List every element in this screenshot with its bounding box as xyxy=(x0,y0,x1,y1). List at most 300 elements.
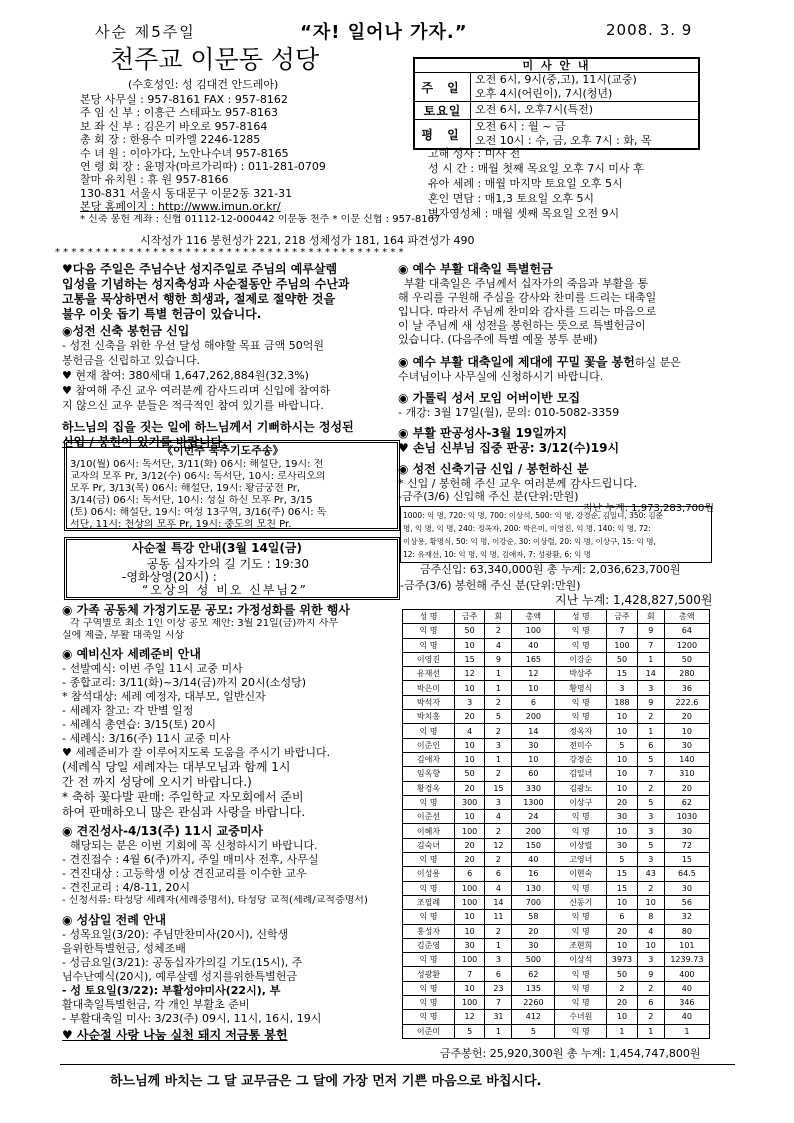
sacrament-line: 고해 성사 : 미사 전 xyxy=(428,147,521,160)
table-cell: 5 xyxy=(637,795,664,809)
new-church-line: * 신입 / 봉헌해 주신 교우 여러분께 감사드립니다. xyxy=(398,477,638,490)
table-cell: 222.6 xyxy=(664,695,709,709)
left-column-lower xyxy=(62,603,402,1044)
table-cell: 10 xyxy=(664,724,709,738)
table-cell: 김광노 xyxy=(555,781,607,795)
column-header: 회 xyxy=(637,610,664,624)
notice-line: 불우 이웃 돕기 특별 헌금이 있습니다. xyxy=(62,307,262,321)
table-cell: 15 xyxy=(607,881,637,895)
footer-rule xyxy=(60,1064,735,1065)
mass-schedule-title: 미 사 안 내 xyxy=(415,59,698,73)
table-cell: 412 xyxy=(512,1010,555,1024)
triduum-line: - 성목요일(3/20): 주님만찬미사(20시), 신학생 xyxy=(62,928,289,941)
table-cell: 1 xyxy=(485,1024,512,1038)
table-cell: 100 xyxy=(454,824,484,838)
table-cell: 4 xyxy=(485,881,512,895)
table-cell: 130 xyxy=(512,881,555,895)
contact-line: 찰마 유치원 : 휴 원 957-8166 xyxy=(80,173,229,187)
confirmation-line: - 견진접수 : 4월 6(주)까지, 주일 매미사 전후, 사무실 xyxy=(62,853,319,866)
table-cell: 200 xyxy=(512,824,555,838)
table-cell: 익 명 xyxy=(403,724,455,738)
offering-section-title: -금주(3/6) 봉헌해 주신 분(단위:만원) xyxy=(400,579,581,592)
fund-line: ♥ 현재 참여: 380세대 1,647,262,884원(32.3%) xyxy=(62,369,309,382)
mass-row-weekday xyxy=(415,120,698,148)
table-cell: 50 xyxy=(454,624,484,638)
table-cell: 36 xyxy=(664,681,709,695)
table-cell: 60 xyxy=(512,767,555,781)
table-cell: 2 xyxy=(485,624,512,638)
table-cell: 1 xyxy=(485,938,512,952)
rosary-line: 3/14(금) 06시: 독서단, 10시: 성실 하신 모후 Pr, 3/15 xyxy=(70,495,313,506)
table-cell: 3 xyxy=(637,953,664,967)
table-cell: 8 xyxy=(637,910,664,924)
table-cell: 7 xyxy=(637,638,664,652)
catechumen-line: 하여 판매하오니 많은 관심과 사랑을 바랍니다. xyxy=(62,805,306,819)
table-cell: 31 xyxy=(485,1010,512,1024)
table-cell: 58 xyxy=(512,910,555,924)
table-cell: 20 xyxy=(664,710,709,724)
altar-flower-title: ◉ 예수 부활 대축일에 제대에 꾸밀 꽃을 봉헌 xyxy=(398,355,635,369)
table-cell: 3 xyxy=(454,695,484,709)
fund-section-title: ◉성전 신축 봉헌금 신입 xyxy=(62,324,190,338)
table-cell: 익 명 xyxy=(403,910,455,924)
table-cell: 30 xyxy=(512,938,555,952)
table-cell: 신동기 xyxy=(555,895,607,909)
table-row xyxy=(403,652,710,666)
table-cell: 2 xyxy=(485,695,512,709)
table-cell: 30 xyxy=(607,838,637,852)
table-cell: 101 xyxy=(664,938,709,952)
table-cell: 김애자 xyxy=(403,752,455,766)
table-cell: 10 xyxy=(607,752,637,766)
table-cell: 익 명 xyxy=(555,624,607,638)
table-cell: 5 xyxy=(607,853,637,867)
table-cell: 11 xyxy=(485,910,512,924)
table-cell: 10 xyxy=(454,681,484,695)
contact-line: 본당 사무실 : 957-8161 FAX : 957-8162 xyxy=(80,93,288,106)
table-cell: 10 xyxy=(454,738,484,752)
table-cell: 200 xyxy=(512,710,555,724)
table-row xyxy=(403,695,710,709)
table-row xyxy=(403,853,710,867)
table-cell: 10 xyxy=(454,810,484,824)
rosary-line: (토) 06시: 해설단, 19시: 여성 13구역, 3/16(주) 06시: 독 xyxy=(70,507,327,518)
table-cell: 1 xyxy=(664,1024,709,1038)
catechumen-line: - 종합교리: 3/11(화)~3/14(금)까지 20시(소성당) xyxy=(62,676,307,689)
mass-time: 오전 6시 : 월 ~ 금 xyxy=(475,120,566,133)
table-cell: 2 xyxy=(485,824,512,838)
mass-time: 오전 6시, 9시(중,고), 11시(교중) xyxy=(475,73,637,86)
table-cell: 5 xyxy=(637,838,664,852)
footer-tithe-message: 하느님께 바치는 그 달 교무금은 그 달에 가장 먼저 기쁜 마음으로 바칩시다. xyxy=(110,1074,542,1089)
table-cell: 2 xyxy=(485,924,512,938)
column-header: 금주 xyxy=(607,610,637,624)
easter-line: 입니다. 따라서 주님께 찬미와 감사를 드리는 마음으로 xyxy=(398,305,657,318)
table-cell: 2260 xyxy=(512,996,555,1010)
table-cell: 익 명 xyxy=(555,996,607,1010)
catechumen-line: - 선발예식: 이번 주일 11시 교중 미사 xyxy=(62,662,243,675)
table-cell: 9 xyxy=(637,695,664,709)
table-cell: 이혜자 xyxy=(403,824,455,838)
table-cell: 12 xyxy=(454,1010,484,1024)
table-cell: 62 xyxy=(664,795,709,809)
table-cell: 15 xyxy=(664,853,709,867)
table-cell: 10 xyxy=(607,938,637,952)
table-row xyxy=(403,938,710,952)
table-cell: 700 xyxy=(512,895,555,909)
mass-key: 평 일 xyxy=(415,120,471,148)
table-cell: 5 xyxy=(485,710,512,724)
table-cell: 박상주 xyxy=(555,667,607,681)
homepage-link[interactable]: 본당 홈페이지 : http://www.imun.or.kr/ xyxy=(80,200,281,214)
table-cell: 4 xyxy=(637,924,664,938)
table-cell: 23 xyxy=(485,981,512,995)
sacrament-line: 혼인 면담 : 매1,3 토요일 오후 5시 xyxy=(428,192,595,205)
table-cell: 정옥자 xyxy=(555,724,607,738)
fund-line: 지 않으신 교우 분들은 적극적인 참여 있기를 바랍니다. xyxy=(62,399,324,412)
table-cell: 7 xyxy=(454,967,484,981)
bulletin-header xyxy=(0,18,794,44)
table-cell: 5 xyxy=(607,738,637,752)
table-cell: 3973 xyxy=(607,953,637,967)
catechumen-line: ♥ 세례준비가 잘 이루어지도록 도움을 주시기 바랍니다. xyxy=(62,746,331,759)
table-cell: 이현숙 xyxy=(555,867,607,881)
sacrament-info xyxy=(428,147,708,222)
table-cell: 조필례 xyxy=(403,895,455,909)
easter-line: 부활 대축일은 주님께서 십자가의 죽음과 부활을 통 xyxy=(404,277,649,290)
table-cell: 6 xyxy=(485,867,512,881)
table-cell: 62 xyxy=(512,967,555,981)
table-cell: 5 xyxy=(512,1024,555,1038)
table-cell: 50 xyxy=(454,767,484,781)
table-row xyxy=(403,810,710,824)
sacrament-line: 병자영성체 : 매월 셋째 목요일 오전 9시 xyxy=(428,207,620,220)
easter-line: 이 날 주님께 새 성전을 봉헌하는 뜻으로 특별헌금이 xyxy=(398,319,646,332)
table-cell: 20 xyxy=(454,710,484,724)
table-cell: 14 xyxy=(485,895,512,909)
table-cell: 1 xyxy=(485,681,512,695)
fund-line: 봉헌금을 신립하고 있습니다. xyxy=(62,354,201,367)
table-cell: 고영녀 xyxy=(555,853,607,867)
contact-line: 보 좌 신 부 : 김은기 바오로 957-8164 xyxy=(80,119,268,133)
table-cell: 1300 xyxy=(512,795,555,809)
table-cell: 1 xyxy=(637,1024,664,1038)
table-cell: 익 명 xyxy=(555,824,607,838)
table-cell: 280 xyxy=(664,667,709,681)
table-cell: 홍성자 xyxy=(403,924,455,938)
table-cell: 익 명 xyxy=(555,924,607,938)
bible-study-title: ◉ 가톨릭 성서 모임 어버이반 모집 xyxy=(398,391,581,405)
triduum-line: - 성 토요일(3/22): 부활성야미사(22시), 부 xyxy=(62,984,281,997)
sacrament-line: 유아 세례 : 매월 마지막 토요일 오후 5시 xyxy=(428,177,623,190)
table-cell: 15 xyxy=(454,652,484,666)
pledge-week-total: 금주신입: 63,340,000원 총 누계: 2,036,623,700원 xyxy=(420,563,681,576)
parish-title: 천주교 이문동 성당 xyxy=(110,46,320,74)
table-cell: 익 명 xyxy=(555,1024,607,1038)
mass-time: 오후 4시(어린이), 7시(청년) xyxy=(475,87,613,100)
triduum-line: 활대축일특별헌금, 각 개인 부활초 준비 xyxy=(62,998,250,1011)
table-cell: 100 xyxy=(607,638,637,652)
table-cell: 10 xyxy=(454,638,484,652)
mass-key: 토요일 xyxy=(415,102,471,119)
table-cell: 2 xyxy=(485,724,512,738)
table-cell: 14 xyxy=(637,667,664,681)
lent-line: 공동 십자가의 길 기도 : 19:30 xyxy=(147,557,310,571)
catechumen-line: - 세례식 총연습: 3/15(토) 20시 xyxy=(62,718,216,731)
table-row xyxy=(403,710,710,724)
triduum-line: - 부활대축일 미사: 3/23(주) 09시, 11시, 16시, 19시 xyxy=(62,1012,322,1025)
table-cell: 이상렬 xyxy=(555,838,607,852)
fund-line: - 성전 신축을 위한 우선 달성 해야할 목표 금액 50억원 xyxy=(62,339,324,352)
table-row xyxy=(403,667,710,681)
table-cell: 4 xyxy=(485,638,512,652)
table-cell: 30 xyxy=(454,938,484,952)
table-cell: 10 xyxy=(607,767,637,781)
contact-line: 130-831 서울시 동대문구 이문2동 321-31 xyxy=(80,186,293,200)
offering-cumulative: 지난 누계: 1,428,827,500원 xyxy=(555,593,713,607)
table-cell: 1 xyxy=(485,667,512,681)
table-cell: 10 xyxy=(607,724,637,738)
table-cell: 익 명 xyxy=(555,638,607,652)
table-cell: 20 xyxy=(607,996,637,1010)
table-cell: 수녀원 xyxy=(555,1010,607,1024)
pledge-line: 명, 익 명, 익 명, 240: 정옥자, 200: 박은미, 이영진, 익 명, 140: 익 명, 72: xyxy=(403,524,651,533)
table-cell: 익 명 xyxy=(555,810,607,824)
table-cell: 익 명 xyxy=(403,795,455,809)
table-row xyxy=(403,838,710,852)
table-row xyxy=(403,967,710,981)
table-cell: 익 명 xyxy=(403,996,455,1010)
table-row xyxy=(403,924,710,938)
confirmation-title: ◉ 견진성사-4/13(주) 11시 교중미사 xyxy=(62,824,264,838)
star-divider: * * * * * * * * * * * * * * * * * * * * * * * * * * * * * * * * * * * * * * * * * * * xyxy=(55,247,404,258)
table-row xyxy=(403,824,710,838)
table-cell: 익 명 xyxy=(555,967,607,981)
table-cell: 1 xyxy=(485,752,512,766)
table-cell: 72 xyxy=(664,838,709,852)
table-cell: 1 xyxy=(607,1024,637,1038)
hymn-numbers: 시작성가 116 봉헌성가 221, 218 성체성가 181, 164 파견성가 490 xyxy=(140,234,475,247)
table-row xyxy=(403,1024,710,1038)
table-cell: 12 xyxy=(454,667,484,681)
table-cell: 165 xyxy=(512,652,555,666)
table-cell: 6 xyxy=(637,996,664,1010)
table-cell: 3 xyxy=(637,810,664,824)
lent-lecture-box xyxy=(64,537,400,600)
table-row xyxy=(403,624,710,638)
table-cell: 10 xyxy=(637,895,664,909)
rosary-schedule-box xyxy=(64,440,400,531)
table-cell: 이상구 xyxy=(555,795,607,809)
table-row xyxy=(403,953,710,967)
column-header: 회 xyxy=(485,610,512,624)
table-cell: 10 xyxy=(637,938,664,952)
table-cell: 5 xyxy=(454,1024,484,1038)
table-cell: 6 xyxy=(485,967,512,981)
table-cell: 100 xyxy=(454,996,484,1010)
table-cell: 30 xyxy=(664,881,709,895)
offering-week-total: 금주봉헌: 25,920,300원 총 누계: 1,454,747,800원 xyxy=(440,1047,701,1060)
left-column xyxy=(62,262,402,450)
column-header: 금주 xyxy=(454,610,484,624)
confirmation-line: - 견진대상 : 고등학생 이상 견진교리를 이수한 교우 xyxy=(62,867,307,880)
table-cell: 6 xyxy=(512,695,555,709)
table-row xyxy=(403,867,710,881)
table-cell: 성광환 xyxy=(403,967,455,981)
confirmation-line: 해당되는 분은 이번 기회에 꼭 신청하시기 바랍니다. xyxy=(70,839,318,852)
table-cell: 유재선 xyxy=(403,667,455,681)
table-cell: 64.5 xyxy=(664,867,709,881)
table-cell: 1 xyxy=(637,724,664,738)
pledge-names-box xyxy=(400,506,712,563)
table-cell: 9 xyxy=(485,652,512,666)
table-cell: 150 xyxy=(512,838,555,852)
table-cell: 10 xyxy=(607,781,637,795)
rosary-line: 서단, 11시: 천상의 모후 Pr, 19시: 중도의 모친 Pr. xyxy=(70,519,292,530)
table-cell: 32 xyxy=(664,910,709,924)
table-cell: 10 xyxy=(454,910,484,924)
altar-flower-text: 하실 분은 xyxy=(634,356,681,369)
table-cell: 김일녀 xyxy=(555,767,607,781)
table-cell: 익 명 xyxy=(555,981,607,995)
table-cell: 12 xyxy=(512,667,555,681)
table-cell: 익 명 xyxy=(555,710,607,724)
bulletin-date: 2008. 3. 9 xyxy=(606,21,693,39)
new-church-fund-title: ◉ 성전 신축기금 신입 / 봉헌하신 분 xyxy=(398,462,589,476)
table-cell: 15 xyxy=(607,667,637,681)
table-row xyxy=(403,738,710,752)
triduum-line: 을위한특별헌금, 성체조배 xyxy=(62,942,186,955)
table-cell: 15 xyxy=(485,781,512,795)
table-cell: 2 xyxy=(637,981,664,995)
donation-account: * 신축 봉헌 계좌 : 신협 01112-12-000442 이문동 천주 * 이문 신협 : 957-8167 xyxy=(80,213,441,225)
table-cell: 80 xyxy=(664,924,709,938)
lent-line: “오상의 성 비오 신부님2” xyxy=(142,583,308,597)
column-header: 성 명 xyxy=(403,610,455,624)
table-cell: 2 xyxy=(637,881,664,895)
table-cell: 20 xyxy=(454,853,484,867)
lent-lecture-title: 사순절 특강 안내(3월 14일(금) xyxy=(132,541,302,555)
table-row xyxy=(403,767,710,781)
table-cell: 100 xyxy=(454,895,484,909)
table-cell: 56 xyxy=(664,895,709,909)
table-cell: 20 xyxy=(454,781,484,795)
catechumen-line: (세례식 당일 세례자는 대부모님과 함께 1시 xyxy=(62,760,291,774)
triduum-line: 님수난예식(20시), 예루살렘 성지를위한특별헌금 xyxy=(62,970,297,983)
family-line: 각 구역별로 최소 1인 이상 공모 제안: 3월 21일(금)까지 사무 xyxy=(70,618,339,629)
table-cell: 1200 xyxy=(664,638,709,652)
table-cell: 강경순 xyxy=(555,752,607,766)
catechumen-line: * 축하 꽃다발 판매: 주일학교 자모회에서 준비 xyxy=(62,790,304,804)
right-column xyxy=(398,262,734,516)
catechumen-line: - 세례자 찰고: 각 반별 일정 xyxy=(62,704,194,717)
table-cell: 40 xyxy=(664,1010,709,1024)
table-cell: 20 xyxy=(454,838,484,852)
table-cell: 2 xyxy=(485,767,512,781)
table-cell: 1 xyxy=(637,652,664,666)
table-cell: 7 xyxy=(485,996,512,1010)
column-header: 성 명 xyxy=(555,610,607,624)
table-row xyxy=(403,1010,710,1024)
weekly-motto: “자! 일어나 가자.” xyxy=(300,22,468,43)
table-cell: 김준영 xyxy=(403,938,455,952)
table-cell: 20 xyxy=(664,781,709,795)
rosary-title: 《이번주 묵주기도주송》 xyxy=(162,444,284,457)
table-cell: 이준선 xyxy=(403,810,455,824)
easter-line: 있습니다. (다음주에 특별 예물 봉투 분배) xyxy=(398,333,598,346)
table-cell: 3 xyxy=(485,795,512,809)
altar-flower-line: 수녀님이나 사무실에 신청하시기 바랍니다. xyxy=(398,370,604,383)
mass-time: 오전 6시, 오후7시(특전) xyxy=(475,103,594,116)
fund-line: ♥ 참여해 주신 교우 여러분께 감사드리며 신입에 참여하 xyxy=(62,384,331,397)
table-cell: 이준인 xyxy=(403,738,455,752)
table-cell: 6 xyxy=(454,867,484,881)
table-cell: 10 xyxy=(607,824,637,838)
table-cell: 10 xyxy=(454,981,484,995)
table-cell: 익 명 xyxy=(403,624,455,638)
table-row xyxy=(403,981,710,995)
table-cell: 박은미 xyxy=(403,681,455,695)
table-row xyxy=(403,638,710,652)
table-row xyxy=(403,752,710,766)
family-prayer-title: ◉ 가족 공동체 가정기도문 공모: 가정성화를 위한 행사 xyxy=(62,603,350,617)
table-cell: 임옥향 xyxy=(403,767,455,781)
offering-table xyxy=(402,609,710,1039)
table-cell: 20 xyxy=(512,924,555,938)
mass-schedule-box xyxy=(413,57,700,150)
table-cell: 익 명 xyxy=(555,695,607,709)
table-row xyxy=(403,910,710,924)
table-cell: 1239.73 xyxy=(664,953,709,967)
table-cell: 100 xyxy=(454,953,484,967)
bible-study-line: - 개강: 3월 17일(월), 문의: 010-5082-3359 xyxy=(398,406,620,419)
table-cell: 이영진 xyxy=(403,652,455,666)
table-cell: 6 xyxy=(607,910,637,924)
table-cell: 조현희 xyxy=(555,938,607,952)
table-cell: 3 xyxy=(637,853,664,867)
table-cell: 10 xyxy=(454,752,484,766)
catechumen-line: - 세례식: 3/16(주) 11시 교중 미사 xyxy=(62,732,231,745)
notice-line: 입성을 기념하는 성지축성과 사순절동안 주님의 수난과 xyxy=(62,277,350,291)
table-row xyxy=(403,996,710,1010)
table-cell: 10 xyxy=(512,752,555,766)
lent-line: -영화상영(20시) : xyxy=(122,570,217,584)
table-cell: 익 명 xyxy=(403,638,455,652)
table-cell: 3 xyxy=(485,738,512,752)
pledge-line: 12: 유재선, 10: 익 명, 익 명, 김애자, 7: 성광환, 6: 익 명 xyxy=(403,550,591,559)
column-header: 총액 xyxy=(664,610,709,624)
sacrament-line: 성 시 간 : 매월 첫째 목요일 오후 7시 미사 후 xyxy=(428,162,644,175)
pledge-line: 1000: 익 명, 720: 익 명, 700: 이상석, 500: 익 명, 강경순, 김일녀, 350: 김준 xyxy=(403,511,663,520)
emphasis-line: 신입 / 봉헌이 있기를 바랍니다. xyxy=(62,435,227,449)
table-cell: 12 xyxy=(485,838,512,852)
easter-offering-title: ◉ 예수 부활 대축일 특별헌금 xyxy=(398,262,553,276)
table-cell: 3 xyxy=(607,681,637,695)
pledge-line: 이상용, 황명식, 50: 익 명, 이강순, 30: 이상렬, 20: 익 명, 이상구, 15: 익 명, xyxy=(403,537,656,546)
table-cell: 500 xyxy=(512,953,555,967)
pledge-cumulative: 지난 누계: 1,973,283,700원 xyxy=(582,503,714,514)
easter-line: 해 우리를 구원해 주심을 감사와 찬미를 드리는 대축일 xyxy=(398,291,657,304)
mass-row-sunday xyxy=(415,73,698,102)
offering-table-body xyxy=(403,624,710,1039)
table-cell: 6 xyxy=(637,738,664,752)
table-cell: 43 xyxy=(637,867,664,881)
table-cell: 이준미 xyxy=(403,1024,455,1038)
table-cell: 310 xyxy=(664,767,709,781)
table-cell: 익 명 xyxy=(403,881,455,895)
parish-info xyxy=(70,46,441,236)
table-cell: 5 xyxy=(637,752,664,766)
